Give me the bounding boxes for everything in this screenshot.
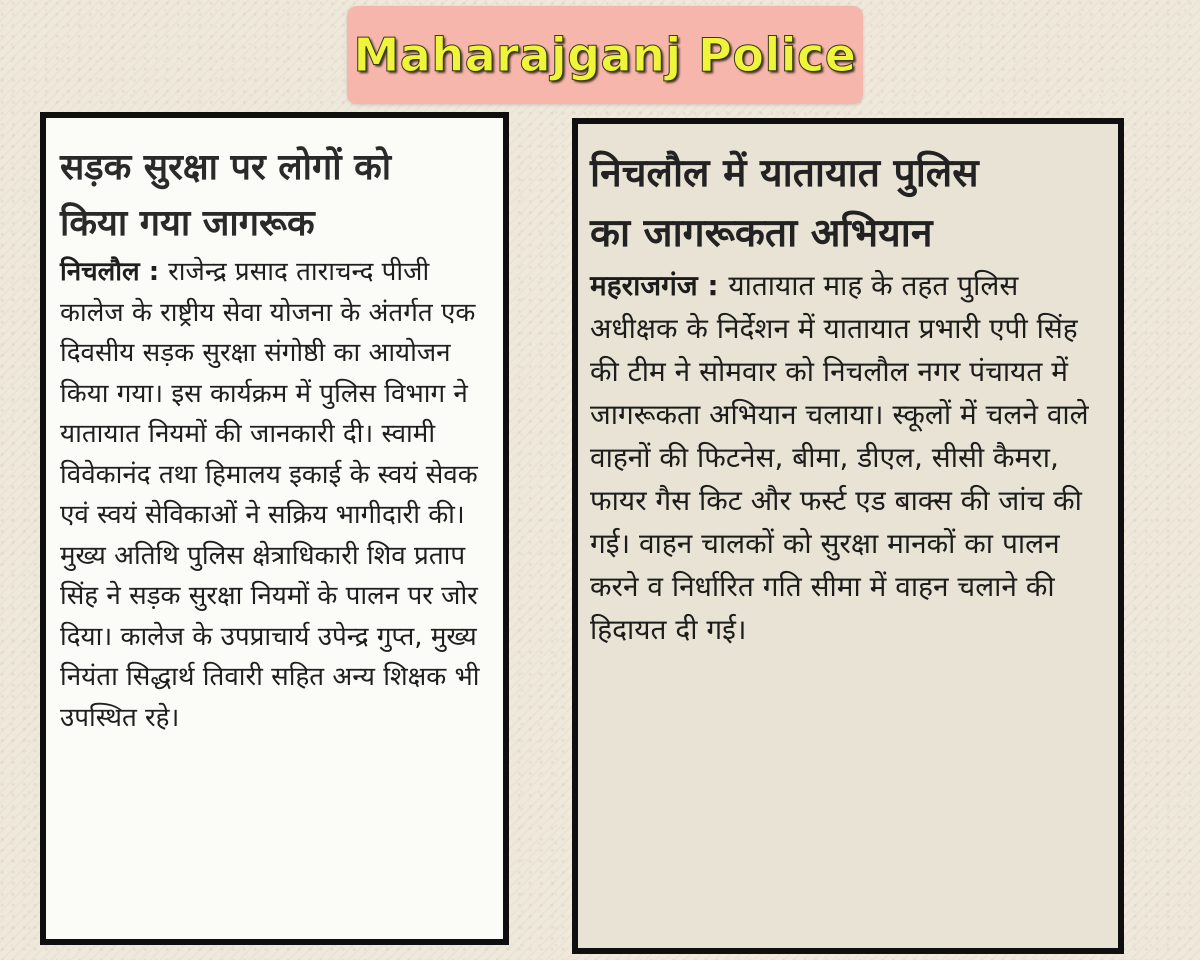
clipping-body <box>60 252 495 738</box>
headline-line-2: किया गया जागरूक <box>60 203 315 244</box>
headline-line-1: सड़क सुरक्षा पर लोगों को <box>60 147 392 188</box>
headline-line-2: का जागरूकता अभियान <box>590 211 933 256</box>
clipping-headline <box>60 140 495 252</box>
clipping-dateline: निचलौल : <box>60 257 169 287</box>
headline-line-1: निचलौल में यातायात पुलिस <box>590 151 979 196</box>
clipping-headline <box>590 144 1110 264</box>
news-clipping-road-safety <box>40 112 509 945</box>
page-title: Maharajganj Police <box>353 28 857 82</box>
news-clipping-traffic-campaign <box>572 118 1124 954</box>
clipping-body-text: राजेन्द्र प्रसाद ताराचन्द पीजी कालेज के राष्ट्रीय सेवा योजना के अंतर्गत एक दिवसीय सड़क सुरक्षा संगोष्ठी का आयोजन किया गया। इस कार्यक्रम में पुलिस विभाग ने यातायात नियमों की जानकारी दी। स्वामी विवेकानंद तथा हिमालय इकाई के स्वयं सेवक एवं स्वयं सेविकाओं ने सक्रिय भागीदारी की। मुख्य अतिथि पुलिस क्षेत्राधिकारी शिव प्रताप सिंह ने सड़क सुरक्षा नियमों के पालन पर जोर दिया। कालेज के उपप्राचार्य उपेन्द्र गुप्त, मुख्य नियंता सिद्धार्थ तिवारी सहित अन्य शिक्षक भी उपस्थित रहे। <box>60 257 480 733</box>
title-banner <box>347 6 863 104</box>
clipping-body <box>590 264 1110 651</box>
clipping-body-text: यातायात माह के तहत पुलिस अधीक्षक के निर्देशन में यातायात प्रभारी एपी सिंह की टीम ने सोमवार को निचलौल नगर पंचायत में जागरूकता अभियान चलाया। स्कूलों में चलने वाले वाहनों की फिटनेस, बीमा, डीएल, सीसी कैमरा, फायर गैस किट और फर्स्ट एड बाक्स की जांच की गई। वाहन चालकों को सुरक्षा मानकों का पालन करने व निर्धारित गति सीमा में वाहन चलाने की हिदायत दी गई। <box>590 269 1089 646</box>
clipping-dateline: महराजगंज : <box>590 269 729 302</box>
